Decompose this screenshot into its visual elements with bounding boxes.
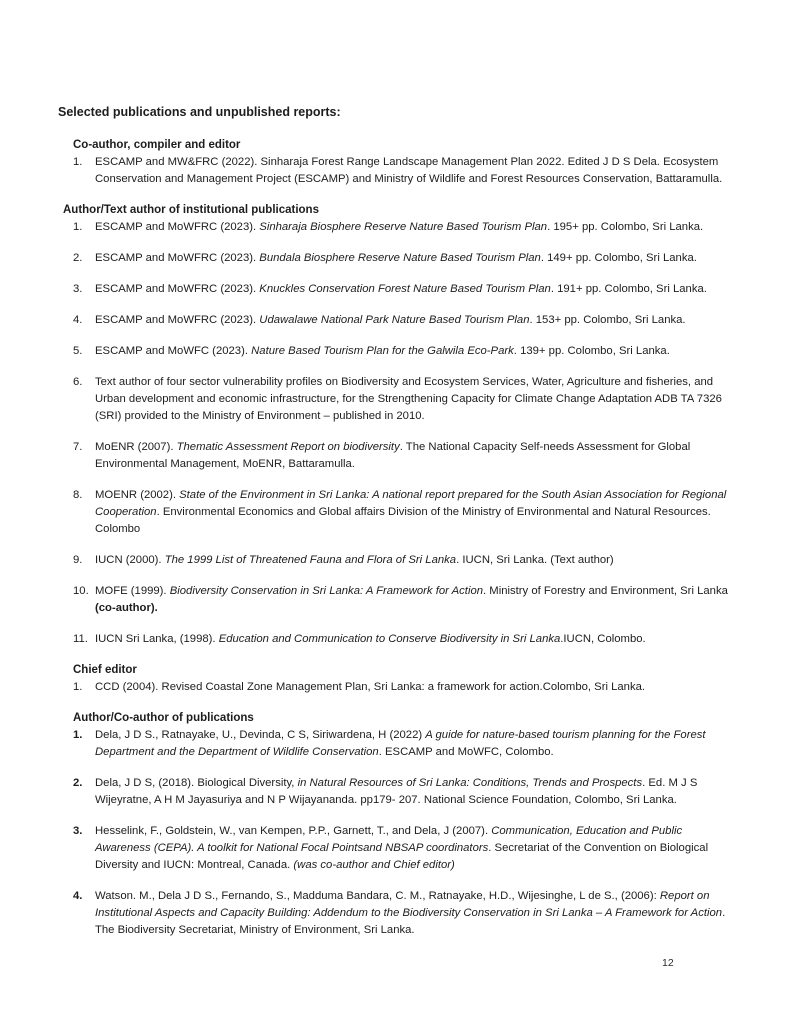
text-run: . 195+ pp. Colombo, Sri Lanka. <box>547 221 704 233</box>
item-number: 4. <box>73 314 83 326</box>
item-text <box>95 825 708 871</box>
text-run: ESCAMP and MoWFRC (2023). <box>95 252 260 264</box>
text-run: . 153+ pp. Colombo, Sri Lanka. <box>529 314 686 326</box>
section-heading: Author/Co-author of publications <box>73 712 254 724</box>
text-run: in Natural Resources of Sri Lanka: Conditions, Trends and Prospects <box>297 777 643 789</box>
text-run: (co-author). <box>95 602 158 614</box>
publication-item <box>58 775 733 809</box>
text-run: (was co-author and Chief editor) <box>293 859 455 871</box>
publication-item <box>58 250 733 267</box>
text-run: . ESCAMP and MoWFC, Colombo. <box>378 746 554 758</box>
text-run: State of the Environment in Sri Lanka: A national report prepared for the South Asian Association for Regional Cooperation <box>95 489 727 518</box>
publication-section <box>58 662 733 696</box>
item-number: 1. <box>73 681 83 693</box>
item-number: 5. <box>73 345 83 357</box>
text-run: . Secretariat of the Convention on Biological Diversity and IUCN: Montreal, Canada. <box>95 842 709 871</box>
text-run: Text author of four sector vulnerability profiles on Biodiversity and Ecosystem Services, Water, Agriculture and fisheries, and Urban development and economic infrastructure, for the Strengthening Capacity for Climate Change Adaptation ADB TA 7326 (SRI) provided to the Ministry of Environment – published in 2010. <box>95 376 722 422</box>
item-number: 3. <box>73 825 83 837</box>
item-text <box>95 441 690 470</box>
item-text <box>95 221 703 233</box>
publications-sections <box>58 137 733 939</box>
publication-item <box>58 888 733 939</box>
text-run: Dela, J D S, (2018). Biological Diversity, <box>95 777 298 789</box>
item-text <box>95 345 670 357</box>
text-run: ESCAMP and MW&FRC (2022). Sinharaja Forest Range Landscape Management Plan 2022. Edited J D S Dela. Ecosystem Conservation and Management Project (ESCAMP) and Ministry of Wildlife and Forest Resources Conservation, Battaramulla. <box>95 156 723 185</box>
text-run: . The National Capacity Self-needs Assessment for Global Environmental Management, MoENR, Battaramulla. <box>95 441 691 470</box>
item-text <box>95 777 697 806</box>
publication-section <box>58 137 733 188</box>
text-run: Dela, J D S., Ratnayake, U., Devinda, C S, Siriwardena, H (2022) <box>95 729 426 741</box>
item-text <box>95 890 725 936</box>
publication-item <box>58 583 733 617</box>
text-run: . IUCN, Sri Lanka. (Text author) <box>456 554 614 566</box>
text-run: Sinharaja Biosphere Reserve Nature Based Tourism Plan <box>259 221 548 233</box>
text-run: Communication, Education and Public Awareness (CEPA). A toolkit for National Focal Pointsand NBSAP coordinators <box>95 825 683 854</box>
publication-list <box>58 154 733 188</box>
text-run: . The Biodiversity Secretariat, Ministry of Environment, Sri Lanka. <box>95 907 726 936</box>
text-run: CCD (2004). Revised Coastal Zone Management Plan, Sri Lanka: a framework for action.Colombo, Sri Lanka. <box>95 681 646 693</box>
item-number: 1. <box>73 221 83 233</box>
text-run: Bundala Biosphere Reserve Nature Based Tourism Plan <box>259 252 541 264</box>
text-run: Education and Communication to Conserve Biodiversity in Sri Lanka <box>218 633 561 645</box>
item-text <box>95 489 726 535</box>
item-text <box>95 729 706 758</box>
item-text <box>95 252 697 264</box>
page-number: 12 <box>662 957 674 969</box>
publication-item <box>58 154 733 188</box>
text-run: ESCAMP and MoWFRC (2023). <box>95 283 260 295</box>
text-run: The 1999 List of Threatened Fauna and Flora of Sri Lanka <box>164 554 457 566</box>
publication-list <box>58 679 733 696</box>
publication-list <box>58 219 733 648</box>
item-text <box>95 554 614 566</box>
section-heading: Author/Text author of institutional publications <box>63 204 319 216</box>
item-number: 6. <box>73 376 83 388</box>
publication-list <box>58 727 733 939</box>
item-text <box>95 585 728 614</box>
item-number: 8. <box>73 489 83 501</box>
text-run: Nature Based Tourism Plan for the Galwila Eco-Park <box>251 345 514 357</box>
text-run: ESCAMP and MoWFRC (2023). <box>95 221 260 233</box>
text-run: . 139+ pp. Colombo, Sri Lanka. <box>513 345 670 357</box>
item-number: 10. <box>73 585 89 597</box>
text-run: ESCAMP and MoWFC (2023). <box>95 345 252 357</box>
text-run: Knuckles Conservation Forest Nature Based Tourism Plan <box>259 283 551 295</box>
text-run: A guide for nature-based tourism planning for the Forest Department and the Department of Wildlife Conservation <box>95 729 706 758</box>
publication-item <box>58 487 733 538</box>
text-run: Report on Institutional Aspects and Capacity Building: Addendum to the Biodiversity Conservation in Sri Lanka – A Framework for Action <box>95 890 723 919</box>
text-run: Hesselink, F., Goldstein, W., van Kempen, P.P., Garnett, T., and Dela, J (2007). <box>95 825 492 837</box>
item-text <box>95 156 722 185</box>
page-title: Selected publications and unpublished reports: <box>58 105 341 119</box>
publication-section <box>58 710 733 939</box>
text-run: MOENR (2002). <box>95 489 180 501</box>
text-run: MOFE (1999). <box>95 585 170 597</box>
item-text <box>95 283 707 295</box>
item-number: 2. <box>73 252 83 264</box>
publication-item <box>58 631 733 648</box>
section-heading: Chief editor <box>73 664 137 676</box>
text-run: IUCN (2000). <box>95 554 165 566</box>
text-run: IUCN Sri Lanka, (1998). <box>95 633 219 645</box>
item-number: 1. <box>73 729 83 741</box>
text-run: .IUCN, Colombo. <box>560 633 646 645</box>
text-run: . Ed. M J S Wijeyratne, A H M Jayasuriya and N P Wijayananda. pp179- 207. National Science Foundation, Colombo, Sri Lanka. <box>95 777 698 806</box>
item-text <box>95 633 646 645</box>
text-run: . 191+ pp. Colombo, Sri Lanka. <box>550 283 707 295</box>
publication-item <box>58 679 733 696</box>
item-text <box>95 314 686 326</box>
item-number: 11. <box>73 633 88 645</box>
publication-section <box>58 202 733 648</box>
section-heading: Co-author, compiler and editor <box>73 139 241 151</box>
text-run: Watson. M., Dela J D S., Fernando, S., Madduma Bandara, C. M., Ratnayake, H.D., Wijesinghe, L de S., (2006): <box>95 890 660 902</box>
publication-item <box>58 374 733 425</box>
publication-item <box>58 552 733 569</box>
item-number: 2. <box>73 777 83 789</box>
item-number: 7. <box>73 441 83 453</box>
item-number: 3. <box>73 283 83 295</box>
text-run: . Ministry of Forestry and Environment, Sri Lanka <box>483 585 728 597</box>
publication-item <box>58 343 733 360</box>
publication-item <box>58 823 733 874</box>
item-number: 9. <box>73 554 83 566</box>
item-number: 1. <box>73 156 83 168</box>
publication-item <box>58 219 733 236</box>
publication-item <box>58 439 733 473</box>
text-run: ESCAMP and MoWFRC (2023). <box>95 314 260 326</box>
text-run: . 149+ pp. Colombo, Sri Lanka. <box>540 252 697 264</box>
text-run: . Environmental Economics and Global affairs Division of the Ministry of Environmental and Natural Resources. Colombo <box>95 506 711 535</box>
text-run: Udawalawe National Park Nature Based Tourism Plan <box>259 314 530 326</box>
publication-item <box>58 312 733 329</box>
item-number: 4. <box>73 890 83 902</box>
publication-item <box>58 281 733 298</box>
text-run: Biodiversity Conservation in Sri Lanka: A Framework for Action <box>169 585 484 597</box>
text-run: MoENR (2007). <box>95 441 177 453</box>
text-run: Thematic Assessment Report on biodiversity <box>176 441 400 453</box>
item-text <box>95 681 645 693</box>
publication-item <box>58 727 733 761</box>
item-text <box>95 376 722 422</box>
